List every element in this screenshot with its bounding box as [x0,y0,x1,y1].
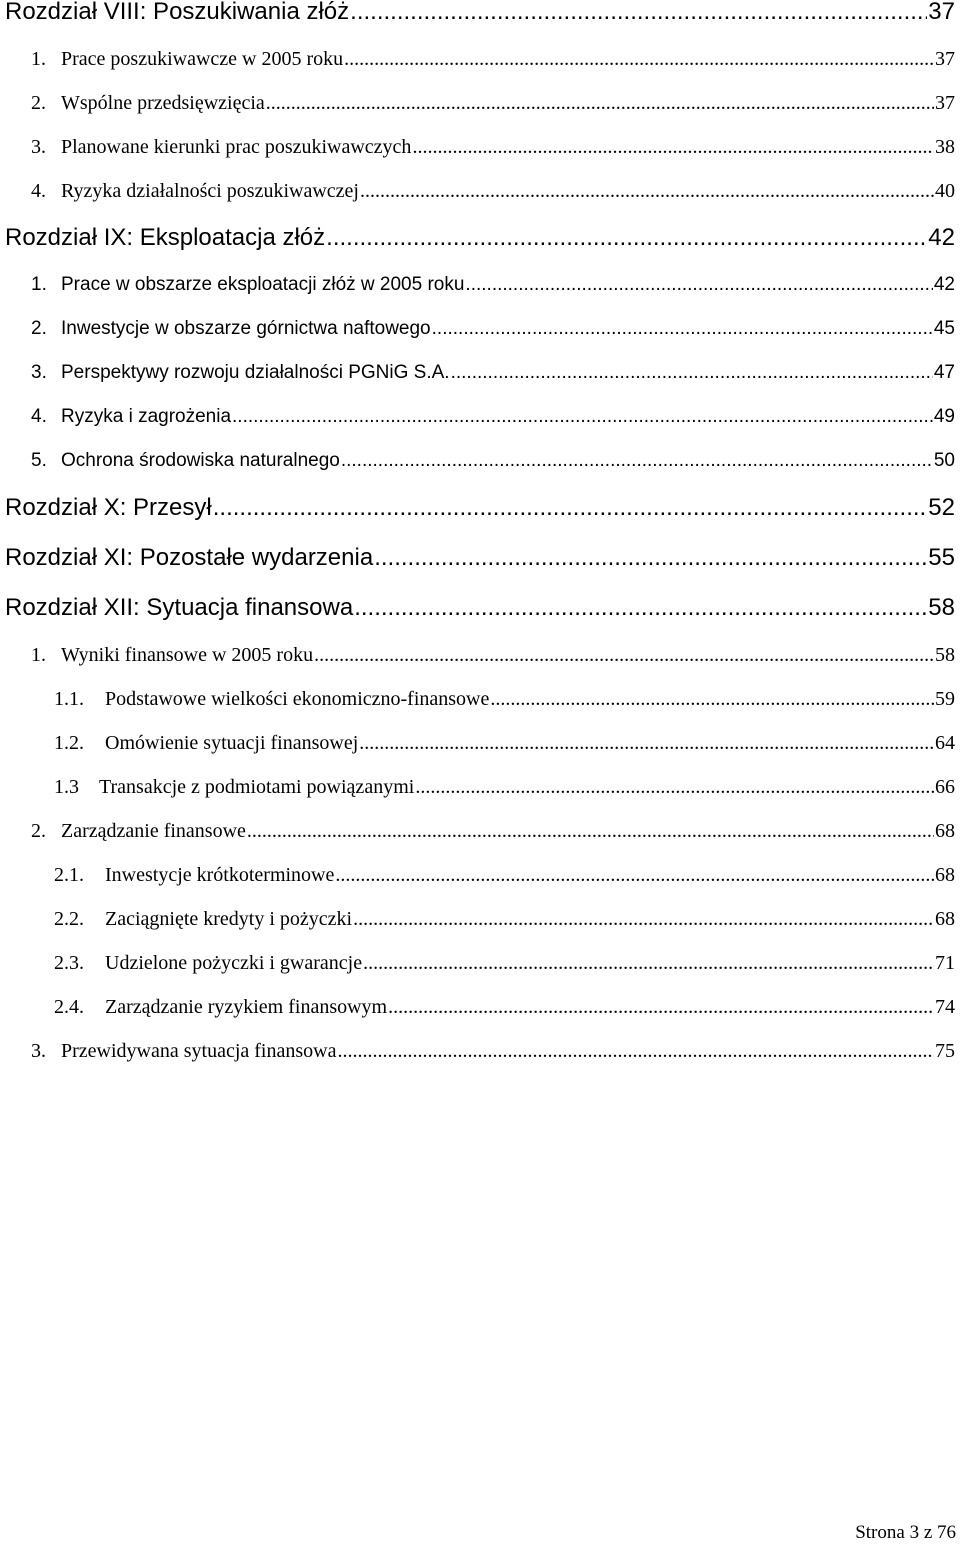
dot-leader [314,644,934,667]
dot-leader [337,1040,934,1063]
toc-entry-number: 1.3 [54,776,79,798]
toc-entry-page: 66 [935,776,955,798]
toc-entry-label: Rozdział XII: Sytuacja finansowa [5,594,354,621]
toc-entry-number: 1.1. [54,688,84,710]
dot-leader [341,450,933,472]
toc-entry-12-1-1[interactable] [54,688,955,711]
toc-entry-page: 38 [935,136,955,158]
toc-entry-number: 1. [31,274,47,295]
dot-leader [374,544,927,572]
toc-entry-page: 37 [935,92,955,114]
toc-entry-12-1-3[interactable] [54,776,955,799]
toc-entry-label: Wyniki finansowe w 2005 roku [61,644,314,666]
dot-leader [490,688,934,711]
toc-entry-page: 75 [935,1040,955,1062]
toc-entry-page: 52 [928,494,955,521]
dot-leader [247,820,934,843]
toc-entry-label: Planowane kierunki prac poszukiwawczych [61,136,412,158]
toc-entry-label: Zarządzanie ryzykiem finansowym [105,996,388,1018]
toc-entry-label: Ochrona środowiska naturalnego [61,450,340,471]
toc-entry-page: 55 [928,544,955,571]
toc-entry-page: 37 [935,48,955,70]
toc-entry-label: Ryzyka działalności poszukiwawczej [61,180,359,202]
toc-entry-8-4[interactable] [31,180,955,203]
toc-entry-page: 50 [933,450,955,471]
dot-leader [354,594,927,622]
toc-entry-page: 47 [933,362,955,383]
dot-leader [232,406,933,428]
dot-leader [213,494,928,522]
toc-entry-12-2-4[interactable] [54,996,955,1019]
toc-entry-number: 3. [31,362,47,383]
toc-entry-number: 1.2. [54,732,84,754]
page-footer [855,1522,956,1544]
toc-entry-number: 2.3. [54,952,84,974]
toc-entry-label: Rozdział XI: Pozostałe wydarzenia [5,544,374,571]
toc-entry-page: 68 [935,864,955,886]
toc-entry-number: 1. [31,48,46,70]
toc-entry-number: 5. [31,450,47,471]
toc-entry-chapter-9[interactable] [5,224,955,252]
toc-entry-number: 2.1. [54,864,84,886]
toc-entry-page: 68 [935,820,955,842]
toc-entry-number: 2.2. [54,908,84,930]
toc-entry-number: 3. [31,136,46,158]
footer-separator: z [923,1522,933,1543]
toc-entry-label: Inwestycje w obszarze górnictwa naftowego [61,318,431,339]
toc-entry-label: Zaciągnięte kredyty i pożyczki [105,908,353,930]
toc-entry-8-2[interactable] [31,92,955,115]
dot-leader [415,776,934,799]
toc-entry-12-2-3[interactable] [54,952,955,975]
toc-entry-label: Prace poszukiwawcze w 2005 roku [61,48,344,70]
toc-entry-page: 74 [935,996,955,1018]
toc-entry-page: 58 [935,644,955,666]
toc-entry-page: 68 [935,908,955,930]
dot-leader [412,136,934,159]
toc-entry-number: 4. [31,406,47,427]
toc-entry-9-2[interactable] [31,318,955,340]
toc-entry-number: 2. [31,318,47,339]
toc-entry-12-2-1[interactable] [54,864,955,887]
toc-entry-page: 37 [928,0,955,25]
dot-leader [465,274,932,296]
dot-leader [335,864,934,887]
toc-entry-page: 58 [928,594,955,621]
toc-entry-page: 42 [933,274,955,295]
toc-entry-label: Ryzyka i zagrożenia [61,406,232,427]
toc-entry-number: 3. [31,1040,46,1062]
toc-entry-8-1[interactable] [31,48,955,71]
toc-entry-12-1[interactable] [31,644,955,667]
toc-entry-label: Prace w obszarze eksploatacji złóż w 2005 roku [61,274,465,295]
toc-entry-label: Udzielone pożyczki i gwarancje [105,952,363,974]
toc-entry-12-1-2[interactable] [54,732,955,755]
toc-entry-chapter-11[interactable] [5,544,955,572]
dot-leader [326,224,927,252]
toc-entry-9-3[interactable] [31,362,955,384]
toc-entry-label: Przewidywana sytuacja finansowa [61,1040,337,1062]
toc-entry-number: 1. [31,644,46,666]
toc-entry-page: 64 [935,732,955,754]
dot-leader [266,92,934,115]
toc-entry-label: Rozdział IX: Eksploatacja złóż [5,224,326,251]
toc-entry-page: 45 [933,318,955,339]
toc-entry-number: 2. [31,92,46,114]
toc-entry-label: Rozdział VIII: Poszukiwania złóż [5,0,350,25]
toc-entry-chapter-8[interactable] [5,0,955,26]
toc-entry-9-1[interactable] [31,274,955,296]
toc-entry-chapter-10[interactable] [5,494,955,522]
toc-entry-label: Transakcje z podmiotami powiązanymi [99,776,415,798]
dot-leader [359,732,934,755]
toc-entry-label: Omówienie sytuacji finansowej [105,732,359,754]
footer-current-page: 3 [909,1522,920,1543]
dot-leader [344,48,934,71]
dot-leader [360,180,934,203]
toc-entry-page: 42 [928,224,955,251]
toc-entry-page: 59 [935,688,955,710]
toc-entry-number: 4. [31,180,46,202]
dot-leader [350,0,927,26]
toc-entry-number: 2.4. [54,996,84,1018]
toc-entry-page: 71 [935,952,955,974]
toc-entry-label: Rozdział X: Przesył [5,494,212,521]
toc-entry-9-5[interactable] [31,450,955,472]
dot-leader [388,996,934,1019]
toc-entry-12-2[interactable] [31,820,955,843]
toc-entry-label: Inwestycje krótkoterminowe [105,864,335,886]
toc-entry-12-2-2[interactable] [54,908,955,931]
toc-entry-12-3[interactable] [31,1040,955,1063]
toc-entry-label: Podstawowe wielkości ekonomiczno-finansowe [105,688,490,710]
dot-leader [363,952,934,975]
toc-entry-label: Wspólne przedsięwzięcia [61,92,265,114]
toc-entry-label: Zarządzanie finansowe [61,820,246,842]
toc-entry-chapter-12[interactable] [5,594,955,622]
toc-entry-page: 49 [933,406,955,427]
footer-page-label: Strona [855,1522,905,1543]
dot-leader [432,318,933,340]
footer-total-pages: 76 [937,1522,956,1543]
toc-entry-label: Perspektywy rozwoju działalności PGNiG S.A. [61,362,450,383]
toc-entry-8-3[interactable] [31,136,955,159]
toc-entry-page: 40 [935,180,955,202]
toc-entry-number: 2. [31,820,46,842]
dot-leader [353,908,934,931]
dot-leader [451,362,933,384]
toc-entry-9-4[interactable] [31,406,955,428]
